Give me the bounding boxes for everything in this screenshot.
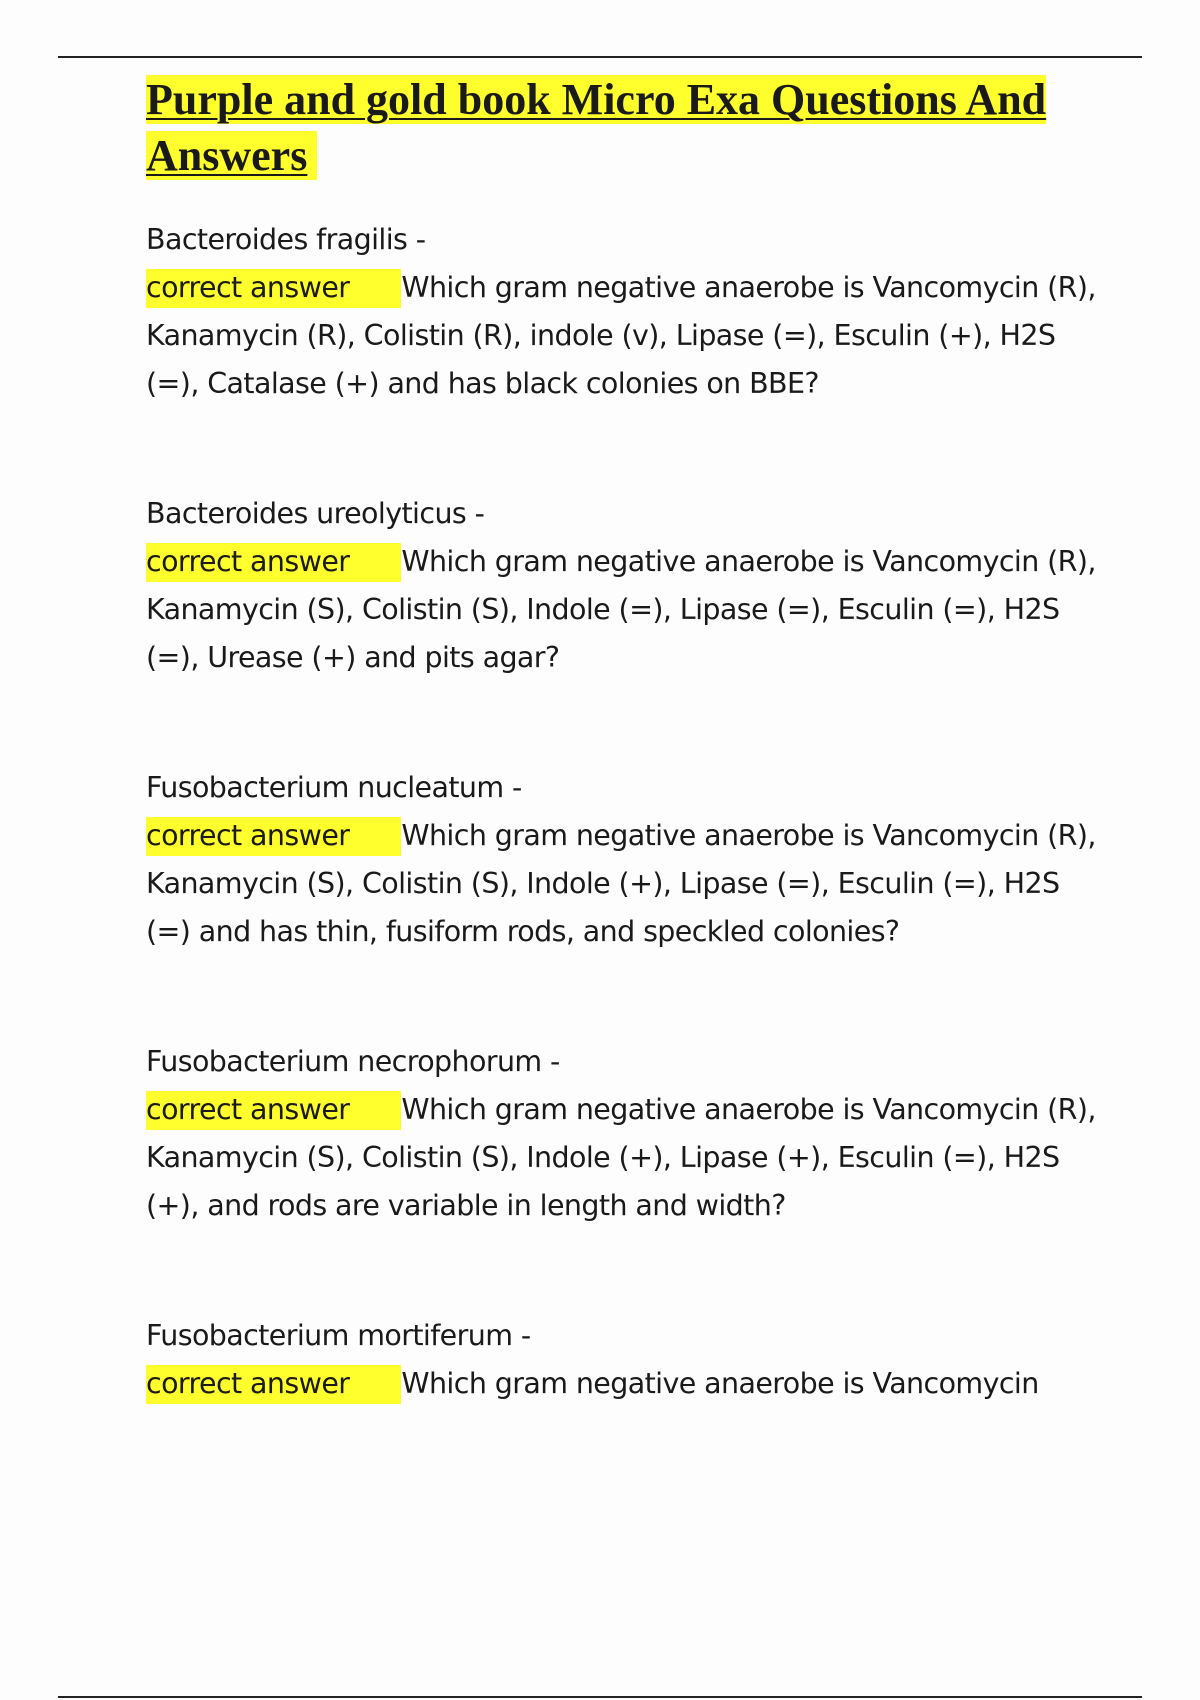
qa-term: Fusobacterium mortiferum - [146,1319,531,1352]
bottom-rule [58,1696,1142,1698]
document-title: Purple and gold book Micro Exa Questions And Answers [146,75,1047,180]
answer-tag: correct answer [146,269,401,308]
answer-tag: correct answer [146,1091,401,1130]
qa-question: Which gram negative anaerobe is Vancomycin [401,1367,1039,1400]
qa-question: Which gram negative anaerobe is Vancomycin (R), Kanamycin (S), Colistin (S), Indole (+), Lipase (+), Esculin (=), H2S (+), and rods are variable in length and width? [146,1093,1096,1222]
qa-entry [146,764,1096,956]
qa-list [146,216,1096,1408]
qa-term: Fusobacterium necrophorum - [146,1045,560,1078]
qa-question: Which gram negative anaerobe is Vancomycin (R), Kanamycin (S), Colistin (S), Indole (+), Lipase (=), Esculin (=), H2S (=) and has thin, fusiform rods, and speckled colonies? [146,819,1096,948]
qa-body [146,1360,1096,1408]
answer-tag: correct answer [146,1365,401,1404]
answer-tag: correct answer [146,543,401,582]
qa-entry [146,1038,1096,1230]
qa-entry [146,1312,1096,1408]
qa-body [146,812,1096,956]
qa-question: Which gram negative anaerobe is Vancomycin (R), Kanamycin (S), Colistin (S), Indole (=), Lipase (=), Esculin (=), H2S (=), Urease (+) and pits agar? [146,545,1096,674]
qa-entry [146,216,1096,408]
qa-body [146,538,1096,682]
qa-term: Bacteroides fragilis - [146,223,426,256]
qa-term: Bacteroides ureolyticus - [146,497,485,530]
top-rule [58,56,1142,58]
qa-body [146,264,1096,408]
qa-entry [146,490,1096,682]
document-body [146,72,1096,1408]
qa-question: Which gram negative anaerobe is Vancomycin (R), Kanamycin (R), Colistin (R), indole (v), Lipase (=), Esculin (+), H2S (=), Catalase (+) and has black colonies on BBE? [146,271,1096,400]
qa-body [146,1086,1096,1230]
answer-tag: correct answer [146,817,401,856]
qa-term: Fusobacterium nucleatum - [146,771,522,804]
